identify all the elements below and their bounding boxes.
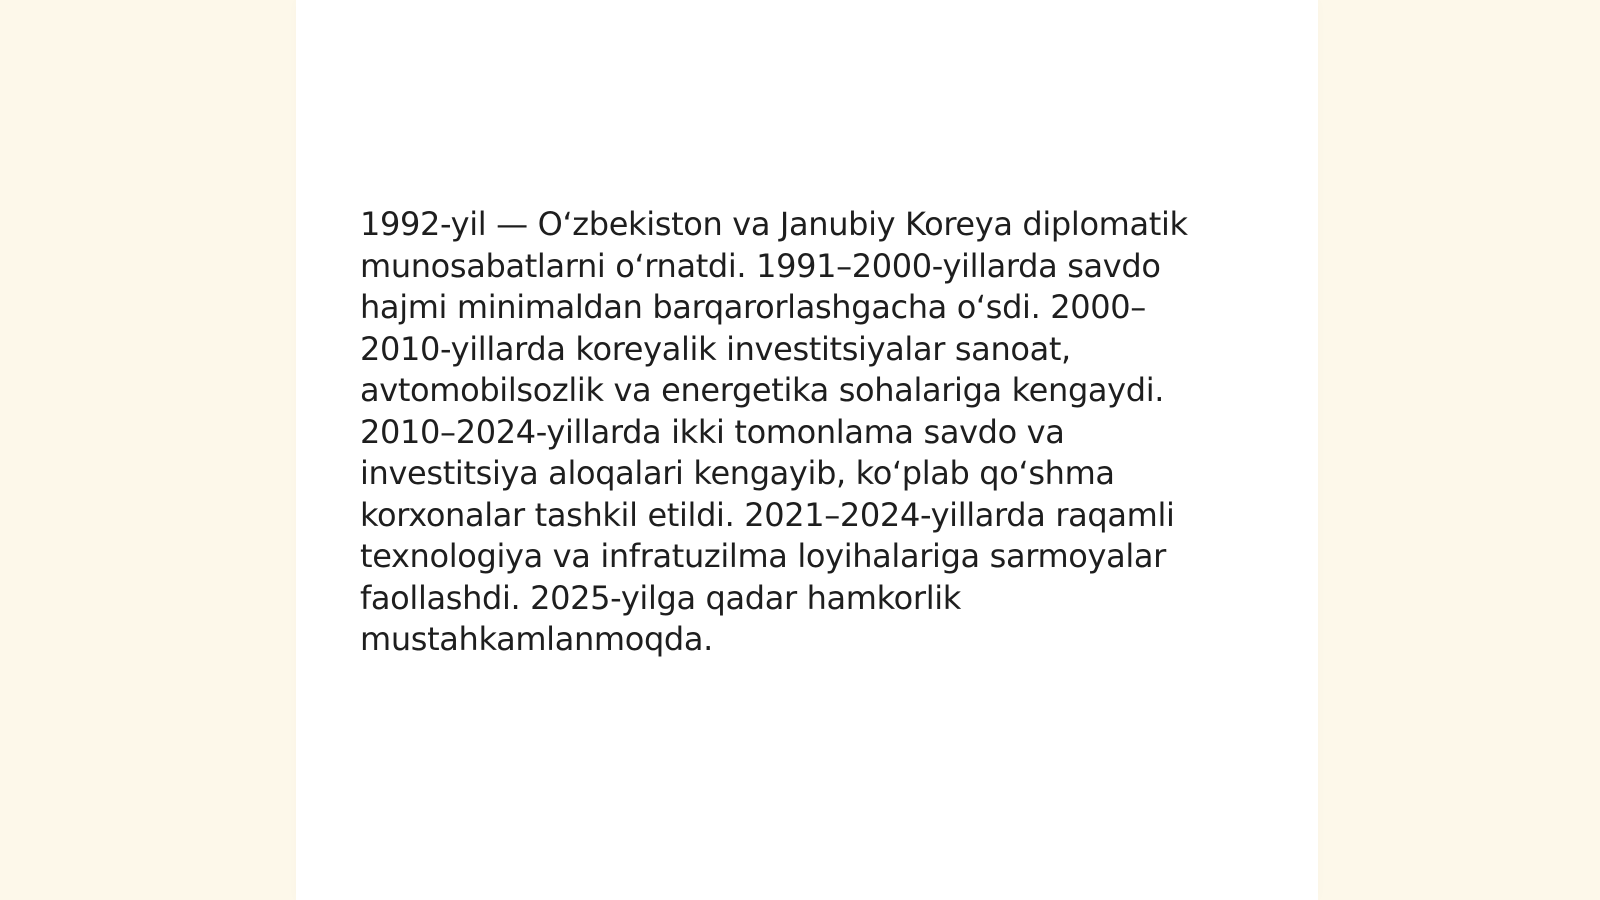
- document-paragraph: [360, 204, 1240, 661]
- paragraph-line: investitsiya aloqalari kengayib, ko‘plab qo‘shma: [360, 454, 1115, 492]
- paragraph-line: texnologiya va infratuzilma loyihalariga sarmoyalar: [360, 537, 1166, 575]
- paragraph-line: avtomobilsozlik va energetika sohalariga kengaydi.: [360, 371, 1165, 409]
- paragraph-line: faollashdi. 2025-yilga qadar hamkorlik: [360, 578, 961, 617]
- paragraph-line: 2010–2024-yillarda ikki tomonlama savdo va: [360, 412, 1065, 451]
- paragraph-line: mustahkamlanmoqda.: [360, 620, 713, 658]
- document-page: [296, 0, 1318, 900]
- paragraph-line: hajmi minimaldan barqarorlashgacha o‘sdi. 2000–: [360, 288, 1146, 326]
- paragraph-line: munosabatlarni o‘rnatdi. 1991–2000-yillarda savdo: [360, 246, 1161, 285]
- paragraph-line: 1992-yil — O‘zbekiston va Janubiy Koreya diplomatik: [360, 205, 1188, 243]
- paragraph-line: korxonalar tashkil etildi. 2021–2024-yillarda raqamli: [360, 495, 1175, 534]
- paragraph-line: 2010-yillarda koreyalik investitsiyalar sanoat,: [360, 329, 1071, 368]
